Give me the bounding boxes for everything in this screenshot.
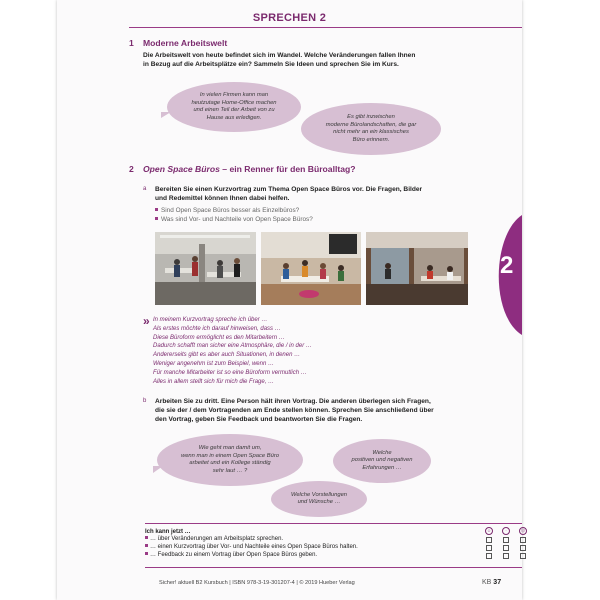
task-b-line: Arbeiten Sie zu dritt. Eine Person hält ihren Vortrag. Die anderen überlegen sich Fragen, [155,398,431,405]
speech-bubble-experiences [333,439,431,483]
phrase-item: Weniger angenehm ist zum Beispiel, wenn … [153,360,274,367]
bubble-line: Welche [372,449,392,456]
smiley-happy-icon: ☺ [486,528,492,533]
bubble-line: und einen Teil der Arbeit von zu [193,107,275,113]
bubble-line: Wie geht man damit um, [198,445,262,451]
question-item: Was sind Vor- und Nachteile von Open Space Büros? [155,215,313,224]
bubble-line: Erfahrungen … [362,464,402,471]
bubble-line: wenn man in einem Open Space Büro [181,452,279,459]
photo-open-office-1 [155,232,256,305]
task-a-line: Bereiten Sie einen Kurzvortrag zum Thema Open Space Büros vor. Die Fragen, Bilder [155,186,423,193]
section2-title [143,164,356,174]
checkbox[interactable] [486,545,492,551]
footer-isbn: Sicher! aktuell B2 Kursbuch | ISBN 978-3-19-301207-4 | © 2019 Hueber Verlag [159,580,355,586]
section2-title-italic: Open Space Büros [143,164,220,174]
checkbox[interactable] [503,545,509,551]
task-a-letter: a [143,186,147,192]
bubble-line: moderne Bürolandschaften, die gar [325,121,417,128]
task-b-letter: b [143,398,147,404]
phrase-item: Diese Büroform ermöglicht es den Mitarbeitern … [153,334,285,341]
speech-bubble-question-noise [157,434,303,486]
task-b-instructions [155,397,520,424]
checkbox[interactable] [503,553,509,559]
bubble-line: Büro erinnern. [352,136,390,143]
speech-bubble-home-office [167,82,301,132]
bubble-line: heutzutage Home-Office machen [191,99,277,106]
title-divider [129,27,522,28]
checkbox[interactable] [520,553,526,559]
page-number-value: 37 [493,579,502,586]
section2-number: 2 [129,164,134,174]
photo-open-office-3 [366,232,468,305]
section1-title: Moderne Arbeitswelt [143,38,228,48]
bubble-line: In vielen Firmen kann man [199,92,269,98]
bubble-line: Es gibt inzwischen [347,114,395,120]
checkbox[interactable] [520,537,526,543]
can-do-heading: Ich kann jetzt … [145,529,191,535]
question-item: Sind Open Space Büros besser als Einzelbüros? [155,206,313,215]
bullet-square [155,208,158,211]
section1-number: 1 [129,38,134,48]
bubble-line: Welche Vorstellungen [290,491,348,498]
phrase-list [153,316,312,386]
phrase-item: Als erstes möchte ich darauf hinweisen, dass … [153,325,281,332]
can-do-item: … Feedback zu einem Vortrag über Open Space Büros geben. [145,552,317,559]
task-b-line: den Vortrag, geben Sie Feedback und beantworten Sie die Fragen. [155,416,363,423]
kb-label: KB [482,579,492,586]
bubble-line: und Wünsche … [297,499,341,505]
can-do-top-rule [145,523,522,524]
section1-instructions [143,51,503,69]
can-do-box [145,523,526,573]
page-title: SPRECHEN 2 [252,12,327,24]
quote-icon: » [143,314,150,328]
checkbox[interactable] [486,553,492,559]
checkbox[interactable] [486,537,492,543]
can-do-item: … einen Kurzvortrag über Vor- und Nachteile eines Open Space Büros halten. [145,544,358,551]
checkbox[interactable] [503,537,509,543]
bubble-line: arbeitet und ein Kollege ständig [189,460,271,466]
phrase-item: Alles in allem stellt sich für mich die Frage, … [153,378,275,385]
phrase-item: Dadurch schafft man sicher eine Atmosphäre, die / in der … [153,343,312,350]
smiley-neutral-icon: · [502,527,510,535]
can-do-bottom-rule [145,567,522,568]
section1-line: in Bezug auf die Arbeitsplätze ein? Sammeln Sie Ideen und sprechen Sie im Kurs. [143,61,399,68]
bullet-square [155,217,158,220]
textbook-page [57,0,526,600]
bubble-tail [153,466,163,473]
can-do-item: … über Veränderungen am Arbeitsplatz sprechen. [145,536,283,543]
chapter-tab-number: 2 [500,252,514,279]
checkbox[interactable] [520,545,526,551]
section1-line: Die Arbeitswelt von heute befindet sich im Wandel. Welche Veränderungen fallen Ihnen [143,52,416,59]
photo-open-office-2 [261,232,361,305]
phrase-item: Andererseits gibt es aber auch Situationen, in denen … [153,352,301,359]
bubble-line: sehr laut … ? [212,467,248,474]
bubble-tail [161,112,171,118]
bubble-line: nicht mehr an ein klassisches [333,129,409,135]
speech-bubble-modern-offices [301,103,441,155]
bubble-line: positiven und negativen [351,457,413,464]
phrase-item: In meinem Kurzvortrag spreche ich über … [153,317,268,323]
bubble-line: Hause aus erledigen. [206,114,262,121]
task-a-line: und Redemittel können Ihnen dabei helfen. [155,195,290,202]
section2-title-rest: – ein Renner für den Büroalltag? [219,164,356,174]
task-a-instructions [155,185,515,203]
speech-bubble-wishes [271,481,367,517]
smiley-sad-icon: ☹ [520,528,526,533]
question-list [155,206,313,224]
page-number [482,579,501,586]
phrase-item: Für manche Mitarbeiter ist so eine Büroform vermutlich … [153,369,307,376]
task-b-line: die sie der / dem Vortragenden am Ende stellen können. Sprechen Sie anschließend über [155,407,434,414]
